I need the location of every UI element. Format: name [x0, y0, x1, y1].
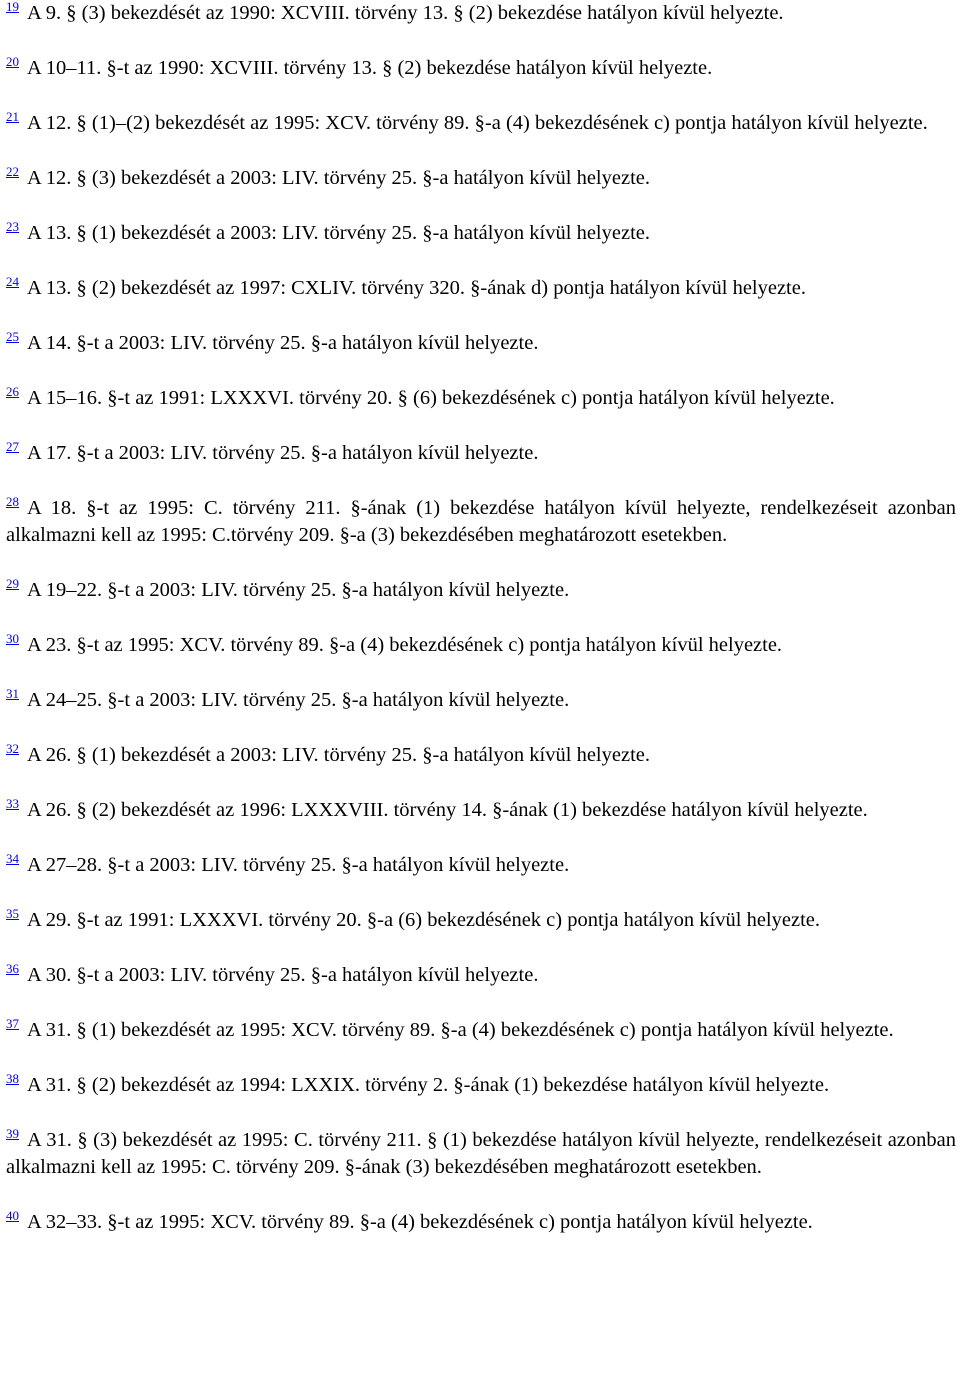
footnote-text: A 23. §-t az 1995: XCV. törvény 89. §-a (4) bekezdésének c) pontja hatályon kívül helyezte.	[27, 634, 783, 656]
footnote-text: A 32–33. §-t az 1995: XCV. törvény 89. §-a (4) bekezdésének c) pontja hatályon kívül helyezte.	[27, 1211, 813, 1233]
footnote-number-link[interactable]: 20	[6, 54, 19, 69]
footnote-text: A 13. § (1) bekezdését a 2003: LIV. törvény 25. §-a hatályon kívül helyezte.	[27, 222, 650, 244]
footnote-number-link[interactable]: 22	[6, 164, 19, 179]
footnote-number-link[interactable]: 29	[6, 576, 19, 591]
footnote-number-link[interactable]: 23	[6, 219, 19, 234]
footnote-number-link[interactable]: 30	[6, 631, 19, 646]
footnote-number-link[interactable]: 24	[6, 274, 19, 289]
footnote-text: A 12. § (3) bekezdését a 2003: LIV. törvény 25. §-a hatályon kívül helyezte.	[27, 167, 650, 189]
footnote-text: A 30. §-t a 2003: LIV. törvény 25. §-a hatályon kívül helyezte.	[27, 964, 539, 986]
footnote-item	[6, 385, 956, 412]
footnote-number-link[interactable]: 34	[6, 851, 19, 866]
footnote-item	[6, 0, 956, 27]
footnote-text: A 18. §-t az 1995: C. törvény 211. §-ának (1) bekezdése hatályon kívül helyezte, rendelkezéseit azonban alkalmazni kell az 1995: C.törvény 209. §-a (3) bekezdésében meghatározott esetekben.	[6, 497, 956, 546]
footnote-item	[6, 440, 956, 467]
footnote-item	[6, 907, 956, 934]
footnote-text: A 12. § (1)–(2) bekezdését az 1995: XCV. törvény 89. §-a (4) bekezdésének c) pontja hatályon kívül helyezte.	[27, 112, 928, 134]
footnote-number-link[interactable]: 28	[6, 494, 19, 509]
footnote-text: A 13. § (2) bekezdését az 1997: CXLIV. törvény 320. §-ának d) pontja hatályon kívül helyezte.	[27, 277, 806, 299]
footnote-text: A 27–28. §-t a 2003: LIV. törvény 25. §-a hatályon kívül helyezte.	[27, 854, 570, 876]
footnote-item	[6, 495, 956, 549]
footnote-text: A 9. § (3) bekezdését az 1990: XCVIII. törvény 13. § (2) bekezdése hatályon kívül helyezte.	[27, 2, 784, 24]
footnote-item	[6, 220, 956, 247]
footnote-number-link[interactable]: 26	[6, 384, 19, 399]
footnote-text: A 19–22. §-t a 2003: LIV. törvény 25. §-a hatályon kívül helyezte.	[27, 579, 570, 601]
footnote-item	[6, 577, 956, 604]
footnote-number-link[interactable]: 19	[6, 0, 19, 14]
footnote-text: A 15–16. §-t az 1991: LXXXVI. törvény 20. § (6) bekezdésének c) pontja hatályon kívül helyezte.	[27, 387, 835, 409]
footnote-item	[6, 852, 956, 879]
footnote-item	[6, 330, 956, 357]
footnotes-list	[6, 0, 956, 1264]
footnote-number-link[interactable]: 25	[6, 329, 19, 344]
footnote-item	[6, 632, 956, 659]
footnote-item	[6, 962, 956, 989]
footnote-number-link[interactable]: 35	[6, 906, 19, 921]
footnote-number-link[interactable]: 36	[6, 961, 19, 976]
footnote-number-link[interactable]: 39	[6, 1126, 19, 1141]
footnote-number-link[interactable]: 33	[6, 796, 19, 811]
footnote-item	[6, 687, 956, 714]
footnote-item	[6, 1127, 956, 1181]
footnote-number-link[interactable]: 37	[6, 1016, 19, 1031]
footnote-number-link[interactable]: 40	[6, 1208, 19, 1223]
footnote-text: A 26. § (2) bekezdését az 1996: LXXXVIII. törvény 14. §-ának (1) bekezdése hatályon kívül helyezte.	[27, 799, 868, 821]
footnote-text: A 10–11. §-t az 1990: XCVIII. törvény 13. § (2) bekezdése hatályon kívül helyezte.	[27, 57, 713, 79]
footnote-number-link[interactable]: 21	[6, 109, 19, 124]
footnote-item	[6, 1072, 956, 1099]
footnote-text: A 17. §-t a 2003: LIV. törvény 25. §-a hatályon kívül helyezte.	[27, 442, 539, 464]
footnote-item	[6, 797, 956, 824]
footnote-item	[6, 110, 956, 137]
footnote-item	[6, 165, 956, 192]
footnote-text: A 31. § (2) bekezdését az 1994: LXXIX. törvény 2. §-ának (1) bekezdése hatályon kívül helyezte.	[27, 1074, 830, 1096]
footnote-text: A 24–25. §-t a 2003: LIV. törvény 25. §-a hatályon kívül helyezte.	[27, 689, 570, 711]
footnote-item	[6, 55, 956, 82]
footnote-item	[6, 275, 956, 302]
footnote-text: A 29. §-t az 1991: LXXXVI. törvény 20. §-a (6) bekezdésének c) pontja hatályon kívül helyezte.	[27, 909, 820, 931]
footnote-text: A 26. § (1) bekezdését a 2003: LIV. törvény 25. §-a hatályon kívül helyezte.	[27, 744, 650, 766]
footnote-text: A 14. §-t a 2003: LIV. törvény 25. §-a hatályon kívül helyezte.	[27, 332, 539, 354]
footnote-number-link[interactable]: 27	[6, 439, 19, 454]
footnote-number-link[interactable]: 31	[6, 686, 19, 701]
footnote-item	[6, 1017, 956, 1044]
footnote-number-link[interactable]: 38	[6, 1071, 19, 1086]
footnote-item	[6, 742, 956, 769]
footnote-number-link[interactable]: 32	[6, 741, 19, 756]
footnote-item	[6, 1209, 956, 1236]
footnote-text: A 31. § (1) bekezdését az 1995: XCV. törvény 89. §-a (4) bekezdésének c) pontja hatályon kívül helyezte.	[27, 1019, 894, 1041]
footnote-text: A 31. § (3) bekezdését az 1995: C. törvény 211. § (1) bekezdése hatályon kívül helyezte, rendelkezéseit azonban alkalmazni kell az 1995: C. törvény 209. §-ának (3) bekezdésében meghatározott esetekben.	[6, 1129, 956, 1178]
